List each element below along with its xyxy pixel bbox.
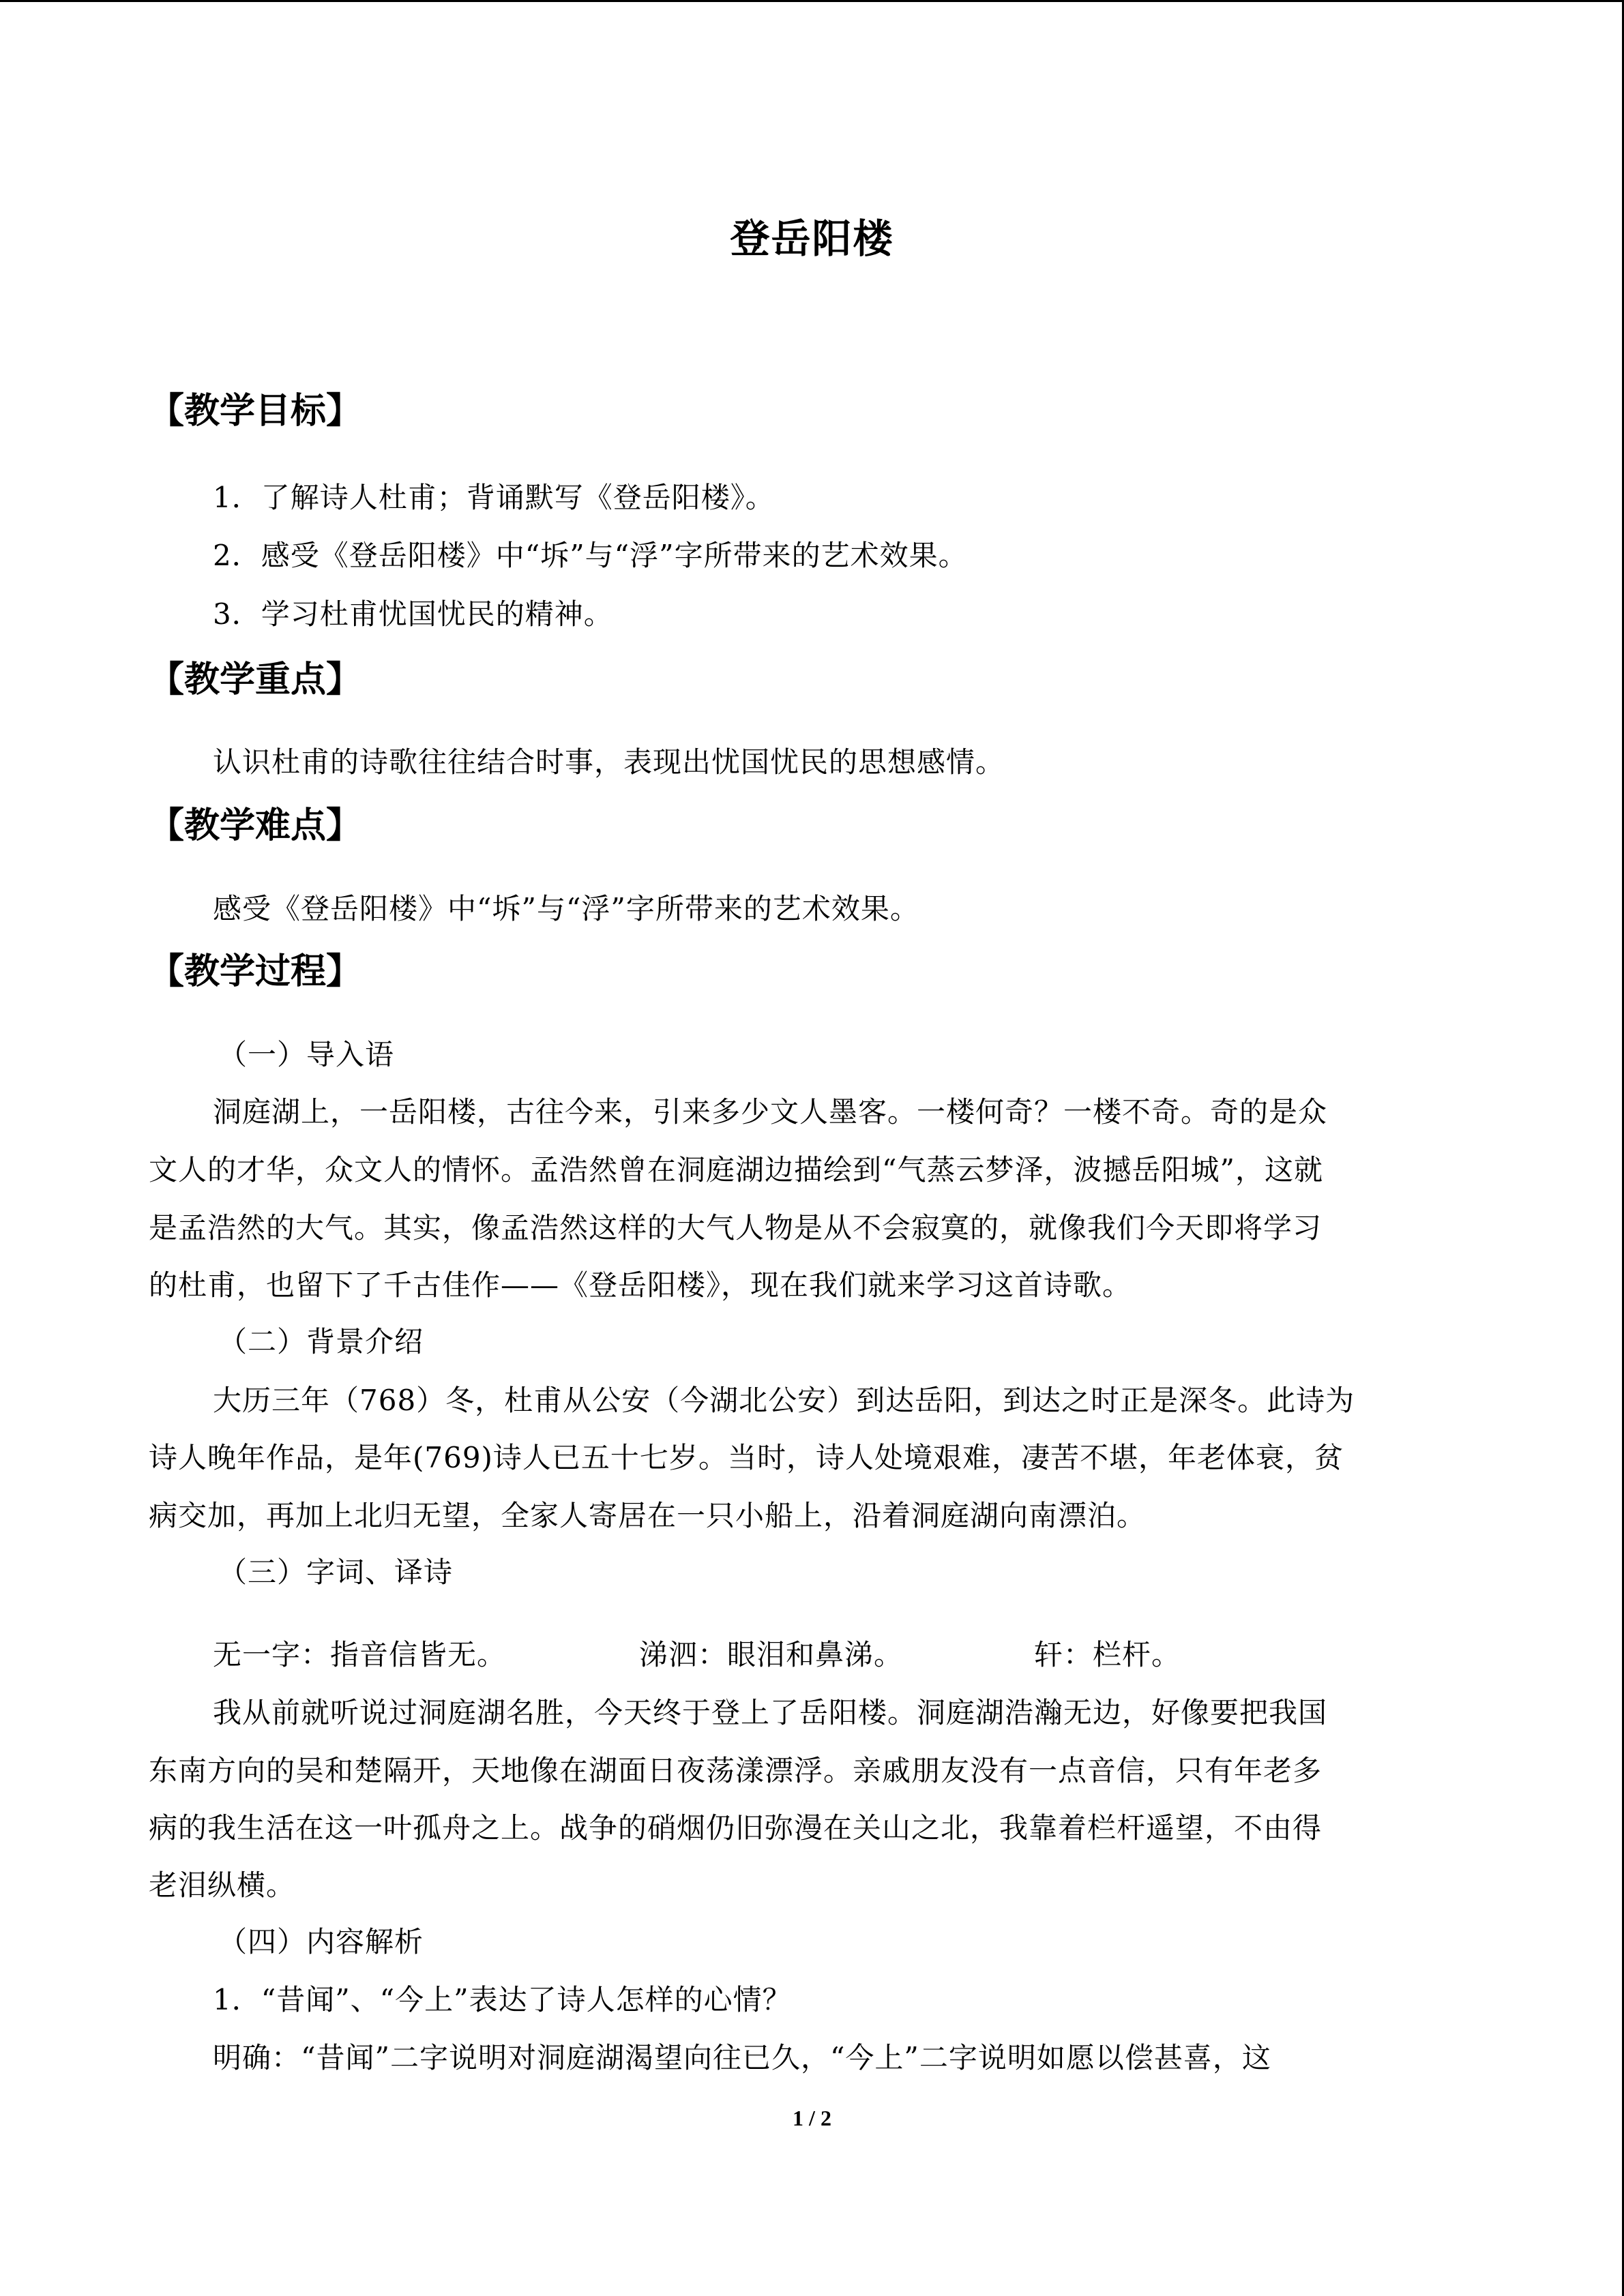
background-line-3: 病交加，再加上北归无望，全家人寄居在一只小船上，沿着洞庭湖向南漂泊。 bbox=[149, 1499, 1147, 1532]
translation-line-1: 我从前就听说过洞庭湖名胜，今天终于登上了岳阳楼。洞庭湖浩瀚无边，好像要把我国 bbox=[213, 1696, 1328, 1729]
vocab-term-2: 涕泗：眼泪和鼻涕。 bbox=[639, 1638, 904, 1671]
heading-key-points: 【教学重点】 bbox=[149, 659, 362, 700]
vocab-term-3: 轩：栏杆。 bbox=[1034, 1638, 1181, 1671]
vocab-term-1: 无一字：指音信皆无。 bbox=[213, 1638, 507, 1671]
subheading-background: （二）背景介绍 bbox=[218, 1325, 424, 1358]
page-title: 登岳阳楼 bbox=[730, 215, 894, 262]
subheading-analysis: （四）内容解析 bbox=[218, 1925, 424, 1958]
heading-objectives: 【教学目标】 bbox=[149, 391, 362, 432]
objective-item-2: 2．感受《登岳阳楼》中“坼”与“浮”字所带来的艺术效果。 bbox=[213, 539, 968, 572]
subheading-vocabulary: （三）字词、译诗 bbox=[218, 1555, 454, 1589]
intro-line-1: 洞庭湖上，一岳阳楼，古往今来，引来多少文人墨客。一楼何奇？一楼不奇。奇的是众 bbox=[213, 1095, 1328, 1129]
key-points-text: 认识杜甫的诗歌往往结合时事，表现出忧国忧民的思想感情。 bbox=[213, 745, 1005, 779]
heading-process: 【教学过程】 bbox=[149, 951, 362, 992]
translation-line-3: 病的我生活在这一叶孤舟之上。战争的硝烟仍旧弥漫在关山之北，我靠着栏杆遥望，不由得 bbox=[149, 1811, 1323, 1845]
background-line-1: 大历三年（768）冬，杜甫从公安（今湖北公安）到达岳阳，到达之时正是深冬。此诗为 bbox=[213, 1384, 1355, 1417]
analysis-answer-1: 明确：“昔闻”二字说明对洞庭湖渴望向往已久，“今上”二字说明如愿以偿甚喜，这 bbox=[213, 2041, 1271, 2074]
intro-line-4: 的杜甫，也留下了千古佳作——《登岳阳楼》，现在我们就来学习这首诗歌。 bbox=[149, 1268, 1132, 1302]
heading-difficulties: 【教学难点】 bbox=[149, 805, 362, 846]
analysis-question-1: 1．“昔闻”、“今上”表达了诗人怎样的心情？ bbox=[213, 1983, 792, 2016]
translation-line-2: 东南方向的吴和楚隔开，天地像在湖面日夜荡漾漂浮。亲戚朋友没有一点音信，只有年老多 bbox=[149, 1754, 1323, 1787]
translation-line-4: 老泪纵横。 bbox=[149, 1868, 296, 1902]
intro-line-3: 是孟浩然的大气。其实，像孟浩然这样的大气人物是从不会寂寞的，就像我们今天即将学习 bbox=[149, 1211, 1323, 1244]
page-number: 1 / 2 bbox=[793, 2106, 831, 2130]
objective-item-1: 1．了解诗人杜甫；背诵默写《登岳阳楼》。 bbox=[213, 481, 775, 514]
background-line-2: 诗人晚年作品，是年(769)诗人已五十七岁。当时，诗人处境艰难，凄苦不堪，年老体衰，贫 bbox=[149, 1441, 1344, 1474]
difficulties-text: 感受《登岳阳楼》中“坼”与“浮”字所带来的艺术效果。 bbox=[213, 892, 919, 925]
subheading-intro: （一）导入语 bbox=[218, 1038, 395, 1071]
intro-line-2: 文人的才华，众文人的情怀。孟浩然曾在洞庭湖边描绘到“气蒸云梦泽，波撼岳阳城”，这就 bbox=[149, 1153, 1323, 1187]
objective-item-3: 3．学习杜甫忧国忧民的精神。 bbox=[213, 597, 613, 631]
